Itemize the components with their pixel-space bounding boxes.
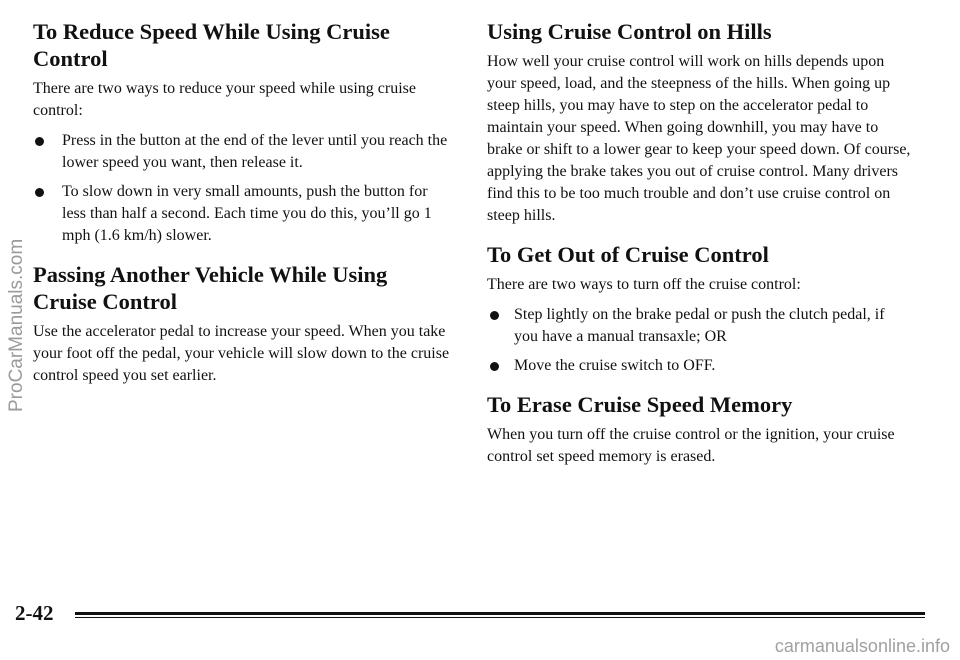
page-footer — [15, 600, 915, 626]
page-number: 2-42 — [15, 601, 54, 625]
bullet-list-reduce-speed — [33, 130, 451, 247]
footer-rule-thick — [75, 612, 925, 615]
section-title-hills: Using Cruise Control on Hills — [487, 19, 772, 44]
list-item — [33, 130, 451, 174]
section-body-hills: How well your cruise control will work on hills depends upon your speed, load, and the steepness of the hills. When going up steep hills, you may have to step on the accelerator pedal to maintain your speed. When going downhill, you may have to brake or shift to a lower gear to keep your speed down. Of course, applying the brake takes you out of cruise control. Many drivers find this to be too much trouble and don’t use cruise control on steep hills. — [487, 53, 911, 224]
section-intro-get-out: There are two ways to turn off the cruise control: — [487, 276, 801, 293]
list-item-text: Press in the button at the end of the lever until you reach the lower speed you want, then release it. — [62, 132, 448, 171]
bullet-icon — [490, 311, 499, 320]
footer-rule-thin — [75, 617, 925, 618]
bullet-icon — [35, 188, 44, 197]
section-erase — [487, 391, 912, 468]
list-item-text: To slow down in very small amounts, push the button for less than half a second. Each time you do this, you’ll go 1 mph (1.6 km/h) slower. — [62, 183, 432, 244]
right-column — [487, 18, 912, 482]
list-item-text: Step lightly on the brake pedal or push the clutch pedal, if you have a manual transaxle; OR — [514, 306, 885, 345]
section-body-erase: When you turn off the cruise control or the ignition, your cruise control set speed memory is erased. — [487, 426, 895, 465]
watermark-bottom: carmanualsonline.info — [774, 636, 950, 656]
section-title-erase: To Erase Cruise Speed Memory — [487, 392, 793, 417]
section-title-reduce-speed: To Reduce Speed While Using Cruise Control — [33, 19, 390, 71]
section-title-passing: Passing Another Vehicle While Using Cruise Control — [33, 262, 388, 314]
section-passing — [33, 261, 451, 387]
left-column — [33, 18, 451, 401]
section-title-get-out: To Get Out of Cruise Control — [487, 242, 769, 267]
section-intro-reduce-speed: There are two ways to reduce your speed while using cruise control: — [33, 80, 416, 119]
section-body-passing: Use the accelerator pedal to increase your speed. When you take your foot off the pedal, your vehicle will slow down to the cruise control speed you set earlier. — [33, 323, 450, 384]
watermark-left: ProCarManuals.com — [6, 238, 27, 412]
list-item — [487, 355, 912, 377]
bullet-icon — [35, 137, 44, 146]
list-item — [33, 181, 451, 247]
section-reduce-speed — [33, 18, 451, 247]
section-get-out — [487, 241, 912, 377]
section-hills — [487, 18, 912, 227]
list-item-text: Move the cruise switch to OFF. — [514, 357, 716, 374]
bullet-icon — [490, 362, 499, 371]
bullet-list-get-out — [487, 304, 912, 377]
list-item — [487, 304, 912, 348]
